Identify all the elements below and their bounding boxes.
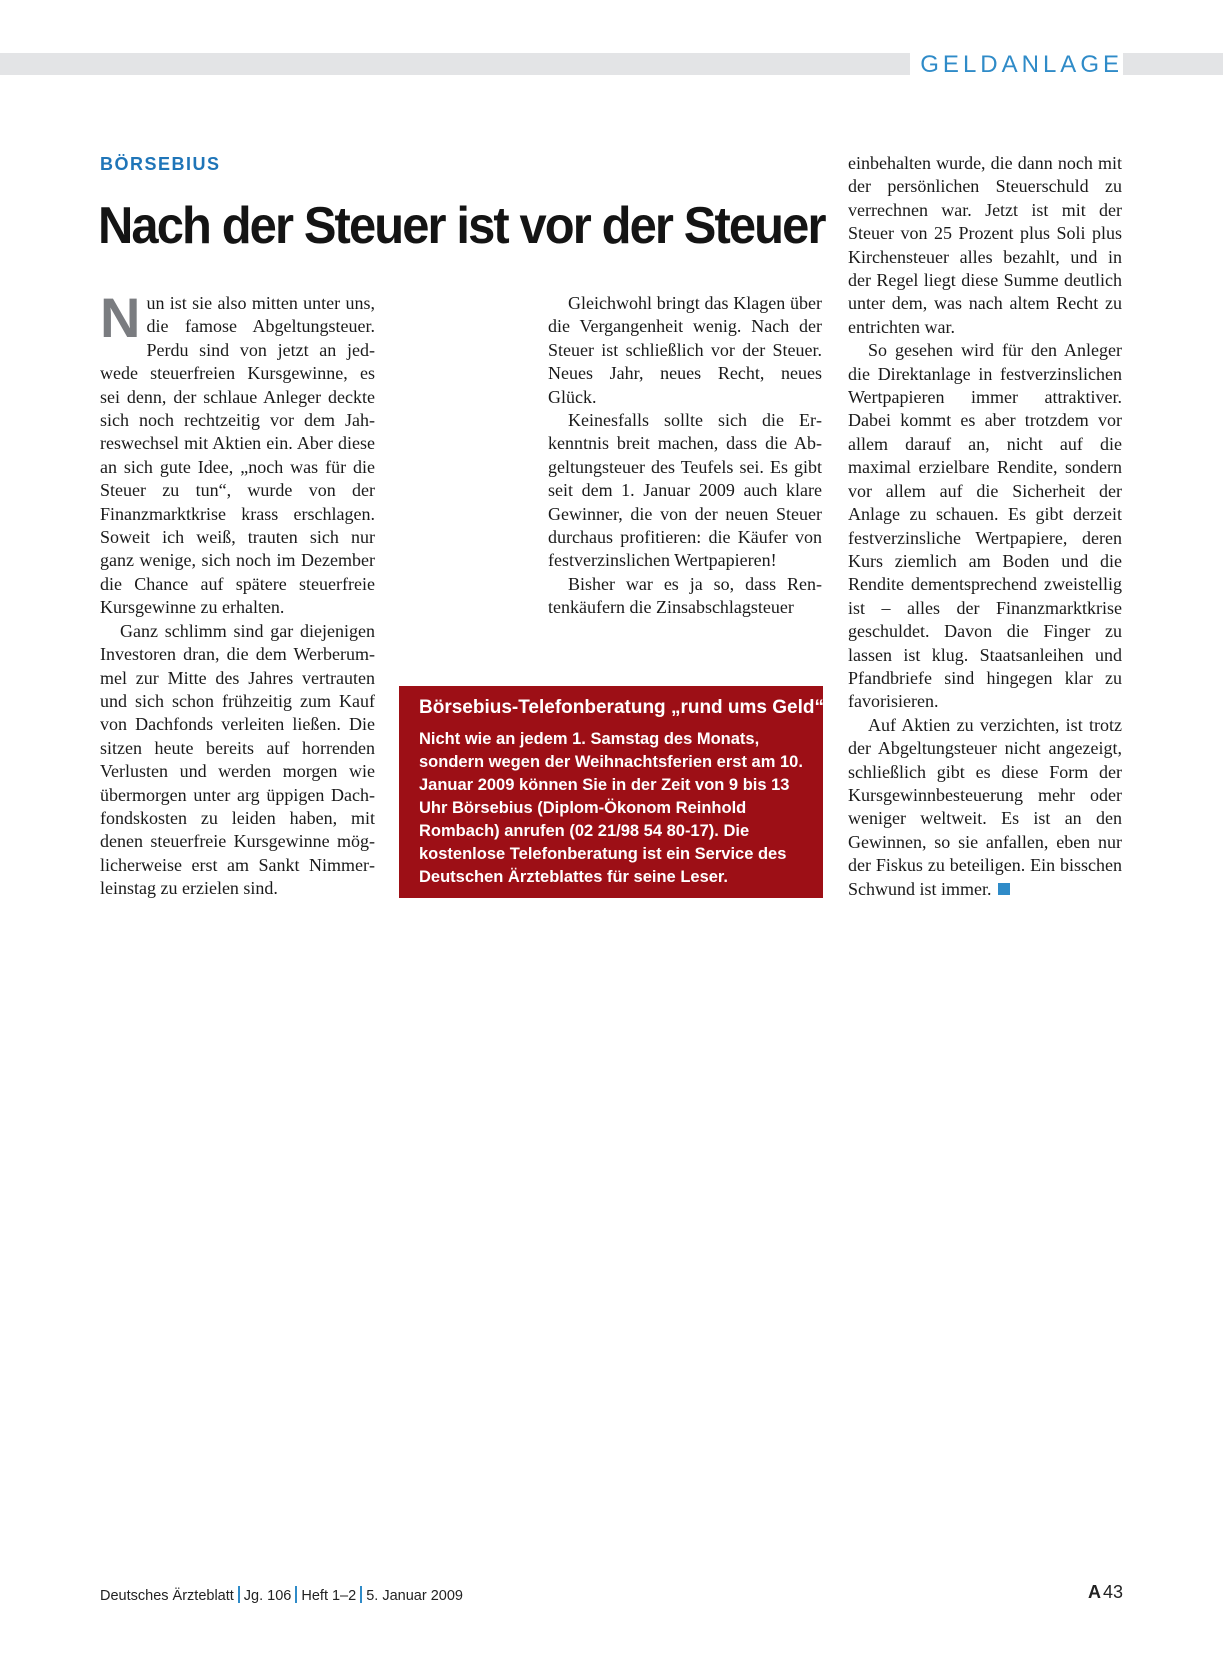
section-label: GELDANLAGE (910, 50, 1123, 80)
article-column-2 (548, 292, 822, 620)
article-headline: Nach der Steuer ist vor der Steuer (98, 197, 825, 255)
article-kicker: BÖRSEBIUS (100, 154, 221, 174)
footer-date: 5. Januar 2009 (366, 1588, 463, 1604)
dropcap: N (100, 286, 141, 349)
footer-issue: Heft 1–2 (301, 1588, 357, 1604)
footer-separator (360, 1586, 362, 1603)
article-paragraph: Bisher war es ja so, dass Rentenkäufern die Zinsabschlagsteuer (548, 573, 822, 618)
footer-citation (100, 1586, 463, 1604)
article-column-3 (848, 152, 1122, 901)
footer-volume: Jg. 106 (243, 1588, 292, 1604)
page-prefix: A (1087, 1582, 1101, 1602)
info-box-title: Börsebius-Telefonberatung „rund ums Geld“ (419, 697, 825, 718)
article-paragraph: Ganz schlimm sind gar diejenigen Investoren dran, die dem Werberummel zur Mitte des Jahres vertrauten und sich schon frühzeitig zum Kauf von Dachfonds verleiten ließen. Die sitzen heute bereits auf horrenden Verlusten und werden morgen wie übermorgen unter arg üppigen Dachfondskosten zu leiden haben, mit denen steuerfreie Kursgewinne möglicherweise erst am Sankt Nimmerleinstag zu erzielen sind. (100, 620, 375, 899)
article-column-1 (100, 286, 375, 901)
article-paragraph: So gesehen wird für den Anleger die Direktanlage in festverzinslichen Wertpapieren immer attraktiver. Dabei kommt es aber trotzdem vor allem darauf an, nicht auf die maximal erzielbare Rendite, sondern vor allem auf die Sicherheit der Anlage zu schauen. Es gibt derzeit festverzinsliche Wertpapiere, deren Kurs ziemlich am Boden und die Rendite dementsprechend zweistellig ist – alles der Finanzmarktkrise geschuldet. Davon die Finger zu lassen ist klug. Staatsanleihen und Pfandbriefe sind hingegen klar zu favorisieren. (848, 340, 1122, 712)
paragraph-text: Auf Aktien zu verzichten, ist trotz der Abgeltungsteuer nicht angezeigt, schließlich gibt es diese Form der Kursgewinnbesteuerung mehr oder weniger weltweit. Es ist an den Gewinnen, so sie anfallen, eben nur der Fiskus zu beteiligen. Ein bisschen Schwund ist immer. (848, 714, 1122, 899)
footer-publication: Deutsches Ärzteblatt (100, 1588, 234, 1604)
page-number-value: 43 (1102, 1582, 1123, 1602)
footer-separator (295, 1586, 297, 1603)
end-mark-icon (998, 883, 1010, 895)
article-paragraph-last (848, 714, 1122, 901)
paragraph-text: un ist sie also mitten unter uns, die famose Abgeltungsteuer. Perdu sind von jetzt an jedwede steuerfreien Kursgewinne, es sei denn, der schlaue Anleger deckte sich noch rechtzeitig vor dem Jahreswechsel mit Aktien ein. Aber diese an sich gute Idee, „noch was für die Steuer zu tun“, wurde von der Finanzmarktkrise krass erschlagen. Soweit ich weiß, trauten sich nur ganz wenige, sich noch im Dezember die Chance auf spätere steuerfreie Kursgewinne zu erhalten. (100, 293, 375, 618)
info-box (399, 686, 823, 898)
article-paragraph: Gleichwohl bringt das Klagen über die Vergangenheit wenig. Nach der Steuer ist schließlich vor der Steuer. Neues Jahr, neues Recht, neues Glück. (548, 293, 822, 407)
article-paragraph: Keinesfalls sollte sich die Erkenntnis breit machen, dass die Abgeltungsteuer des Teufels sei. Es gibt seit dem 1. Januar 2009 auch klare Gewinner, die von der neuen Steuer durchaus profitieren: die Käufer von festverzinslichen Wertpapieren! (548, 410, 822, 571)
page-number (1088, 1582, 1123, 1603)
info-box-body: Nicht wie an jedem 1. Samstag des Monats, sondern wegen der Weihnachtsferien erst am 10. Januar 2009 können Sie in der Zeit von 9 bis 13 Uhr Börsebius (Diplom-Ökonom Reinhold Rombach) anrufen (02 21/98 54 80-17). Die kostenlose Telefonberatung ist ein Service des Deutschen Ärzteblattes für seine Leser. (419, 730, 803, 886)
article-paragraph (100, 286, 375, 620)
article-paragraph: einbehalten wurde, die dann noch mit der persönlichen Steuerschuld zu verrechnen war. Jetzt ist mit der Steuer von 25 Prozent plus Soli plus Kirchensteuer alles bezahlt, und in der Regel liegt diese Summe deutlich unter dem, was nach altem Recht zu entrichten war. (848, 153, 1122, 337)
footer-separator (238, 1586, 240, 1603)
